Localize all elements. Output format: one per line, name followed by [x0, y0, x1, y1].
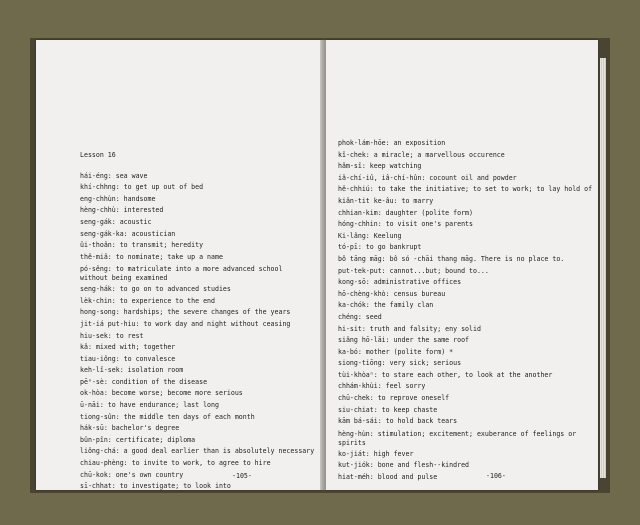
vocab-entry: chhám-khùi: feel sorry: [338, 382, 426, 391]
vocab-entry: hong-song: hardships; the severe changes of the years: [80, 308, 291, 317]
vocab-entry: chhian-kim: daughter (polite form): [338, 208, 473, 217]
vocab-entry: sī-chhat: to investigate; to look into: [80, 482, 231, 490]
vocab-entry: siu-chiat: to keep chaste: [338, 405, 438, 414]
lesson-heading: Lesson 16: [80, 151, 116, 159]
vocab-entry: seng-hák: to go on to advanced studies: [80, 285, 231, 294]
vocab-entry: kiân-tit ke-âu: to marry: [338, 196, 434, 205]
vocab-entry: hi-sit: truth and falsity; eny solid: [338, 324, 481, 333]
vocab-entry: chéng: seed: [338, 312, 382, 321]
vocab-entry: iâ-chí-iû, iâ-chí-hûn: cocount oil and powder: [338, 173, 517, 182]
vocab-entry: ûi-thoân: to transmit; heredity: [80, 241, 204, 250]
vocab-entry: jit-iá put-hiu: to work day and night without ceasing: [80, 319, 291, 328]
vocab-entry: put-tek-put: cannot...but; bound to...: [338, 266, 489, 275]
vocab-entry: eng-chhùn: handsome: [80, 194, 156, 203]
vocab-entry: ka-chók: the family clan: [338, 301, 434, 310]
vocab-entry: lèk-chin: to experience to the end: [80, 296, 215, 305]
vocab-entry: bô tāng māg: bô só -chāi thang māg. There is no place to.: [338, 254, 565, 263]
vocab-entry: tó-pī: to go bankrupt: [338, 243, 422, 252]
vocab-entry: ok-hòa: become worse; become more serious: [80, 389, 243, 398]
vocab-entry: hóng-chhin: to visit one's parents: [338, 220, 473, 229]
vocab-entry: kām bá-sái: to hold back tears: [338, 417, 458, 426]
vocab-entry: hái-éng: sea wave: [80, 171, 148, 180]
vocab-entry: kâ: mixed with; together: [80, 343, 176, 352]
vocab-entry: khí-chhng: to get up out of bed: [80, 183, 204, 192]
vocab-entry: hō-chèng-khò: census bureau: [338, 289, 446, 298]
vocab-entry: ka-bó: mother (polite form) *: [338, 347, 454, 356]
vocab-entry: thê-miâ: to nominate; take up a name: [80, 252, 223, 261]
vocab-entry: chiau-phèng: to invite to work, to agree to hire: [80, 459, 271, 468]
vocab-entry: hák-sū: bachelor's degree: [80, 424, 180, 433]
vocab-entry: siâng hō-lāi: under the same roof: [338, 336, 470, 345]
vocab-entry: seng-gák: acoustic: [80, 217, 152, 226]
vocab-entry: ko-jiát: high fever: [338, 449, 414, 458]
vocab-entry: hèng-chhù: interested: [80, 206, 164, 215]
left-page-content: [80, 151, 315, 490]
vocab-entry: kong-sō: administrative offices: [338, 278, 462, 287]
vocab-entry: phok-lám-hōe: an exposition: [338, 139, 446, 147]
vocab-entry: hèng-hùn: stimulation; excitement; exuberance of feelings or spirits: [338, 429, 577, 447]
vocab-entry: pó-sêng: to matriculate into a more advanced school without being examined: [80, 265, 283, 283]
vocab-entry: bûn-pîn: certificate; diploma: [80, 435, 196, 444]
vocab-entry: Ki-lâng: Keelung: [338, 231, 402, 240]
vocab-entry: hiu-sek: to rest: [80, 331, 144, 340]
vocab-entry: kî-chek: a miracle; a marvellous occurence: [338, 150, 505, 159]
vocab-entry: siong-tiōng: very sick; serious: [338, 359, 462, 368]
vocab-entry: hâm-sî: keep watching: [338, 162, 422, 171]
vocab-entry: tùi-khòaⁿ: to stare each other, to look at the another: [338, 370, 553, 379]
vocab-entry: pēⁿ-sè: condition of the disease: [80, 377, 208, 386]
vocab-entry: tiau-iông: to convalesce: [80, 354, 176, 363]
left-page: [36, 40, 322, 490]
vocab-entry: tiong-sûn: the middle ten days of each month: [80, 412, 255, 421]
vocab-entry: chū-chek: to reprove oneself: [338, 394, 450, 403]
right-page-content: [338, 139, 593, 485]
vocab-entry: chū-kok: one's own country: [80, 470, 184, 479]
vocab-entry: seng-gák-ka: acoustician: [80, 229, 176, 238]
vocab-entry: kut-jiók: bone and flesh--kindred: [338, 461, 470, 470]
page-number-left: -105-: [232, 472, 252, 480]
right-page: [326, 40, 598, 490]
vocab-entry: keh-lî-sek: isolation room: [80, 366, 184, 375]
vocab-entry: liông-chá: a good deal earlier than is absolutely necessary: [80, 447, 315, 456]
vocab-entry: ū-nāi: to have endurance; last long: [80, 401, 219, 410]
page-number-right: -106-: [486, 472, 506, 480]
vocab-entry: hê-chhiú: to take the initiative; to set to work; to lay hold of: [338, 185, 593, 194]
book: [30, 38, 610, 493]
page-stack-edge: [600, 58, 606, 478]
vocab-entry: hiat-méh: blood and pulse: [338, 472, 438, 481]
